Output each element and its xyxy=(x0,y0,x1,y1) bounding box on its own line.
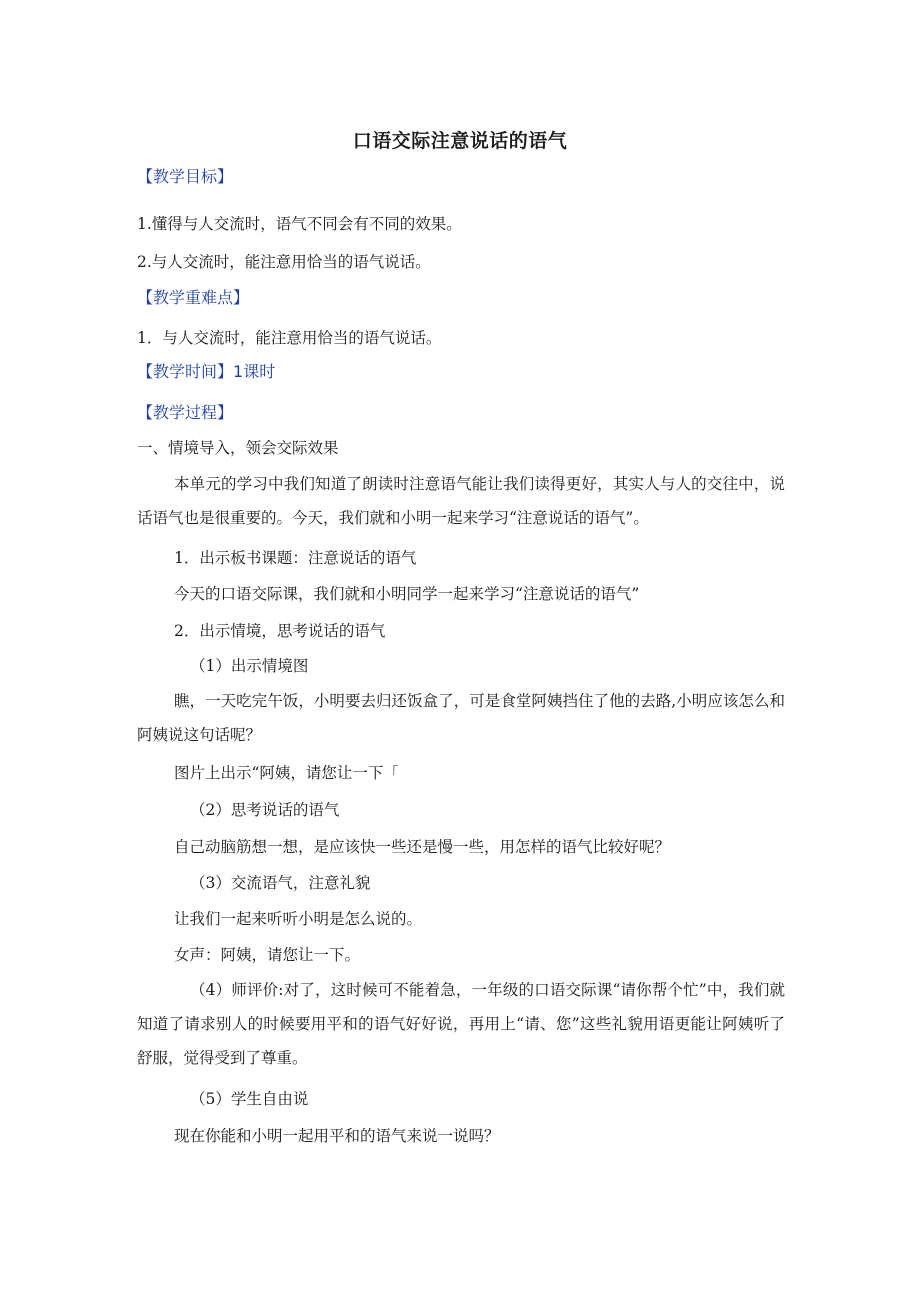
part-1-heading: 一、情境导入，领会交际效果 xyxy=(137,439,339,457)
sub-3-voice: 女声：阿姨，请您让一下。 xyxy=(174,946,361,964)
sub-2-heading: （2）思考说话的语气 xyxy=(190,801,340,819)
sub-1-text: 图片上出示“阿姨，请您让一下「 xyxy=(174,764,399,782)
time-heading-label: 【教学时间】 xyxy=(137,362,234,381)
goal-1: 1.懂得与人交流时，语气不同会有不同的效果。 xyxy=(137,215,462,233)
step-1-text: 今天的口语交际课，我们就和小明同学一起来学习“注意说话的语气” xyxy=(174,585,640,603)
sub-5-text: 现在你能和小明一起用平和的语气来说一说吗？ xyxy=(174,1127,500,1145)
sub-3-heading: （3）交流语气，注意礼貌 xyxy=(190,874,371,892)
step-1: 1．出示板书课题：注意说话的语气 xyxy=(174,549,417,567)
sub-2-text: 自己动脑筋想一想，是应该快一些还是慢一些，用怎样的语气比较好呢？ xyxy=(174,838,671,856)
key-heading: 【教学重难点】 xyxy=(137,288,250,307)
intro-paragraph: 本单元的学习中我们知道了朗读时注意语气能让我们读得更好，其实人与人的交往中，说话语气也是很重要的。今天，我们就和小明一起来学习“注意说话的语气”。 xyxy=(137,475,785,527)
time-heading xyxy=(137,361,275,383)
process-heading: 【教学过程】 xyxy=(137,403,234,422)
key-point-1: 1．与人交流时，能注意用恰当的语气说话。 xyxy=(137,329,442,347)
time-value: 1课时 xyxy=(233,362,276,381)
sub-5-heading: （5）学生自由说 xyxy=(190,1090,309,1108)
sub-1-paragraph: 瞧，一天吃完午饭，小明要去归还饭盒了，可是食堂阿姨挡住了他的去路,小明应该怎么和阿姨说这句话呢？ xyxy=(137,692,785,744)
sub-3-text: 让我们一起来听听小明是怎么说的。 xyxy=(174,910,423,928)
goals-heading: 【教学目标】 xyxy=(137,167,234,186)
step-2: 2．出示情境，思考说话的语气 xyxy=(174,622,386,640)
goal-2: 2.与人交流时，能注意用恰当的语气说话。 xyxy=(137,253,431,271)
sub-4-paragraph: （4）师评价:对了，这时候可不能着急，一年级的口语交际课“请你帮个忙”中，我们就知道了请求别人的时候要用平和的语气好好说，再用上“请、您”这些礼貌用语更能让阿姨听了舒服，觉得受到了尊重。 xyxy=(137,981,785,1067)
sub-1-heading: （1）出示情境图 xyxy=(190,657,309,675)
document-title: 口语交际注意说话的语气 xyxy=(352,130,568,152)
